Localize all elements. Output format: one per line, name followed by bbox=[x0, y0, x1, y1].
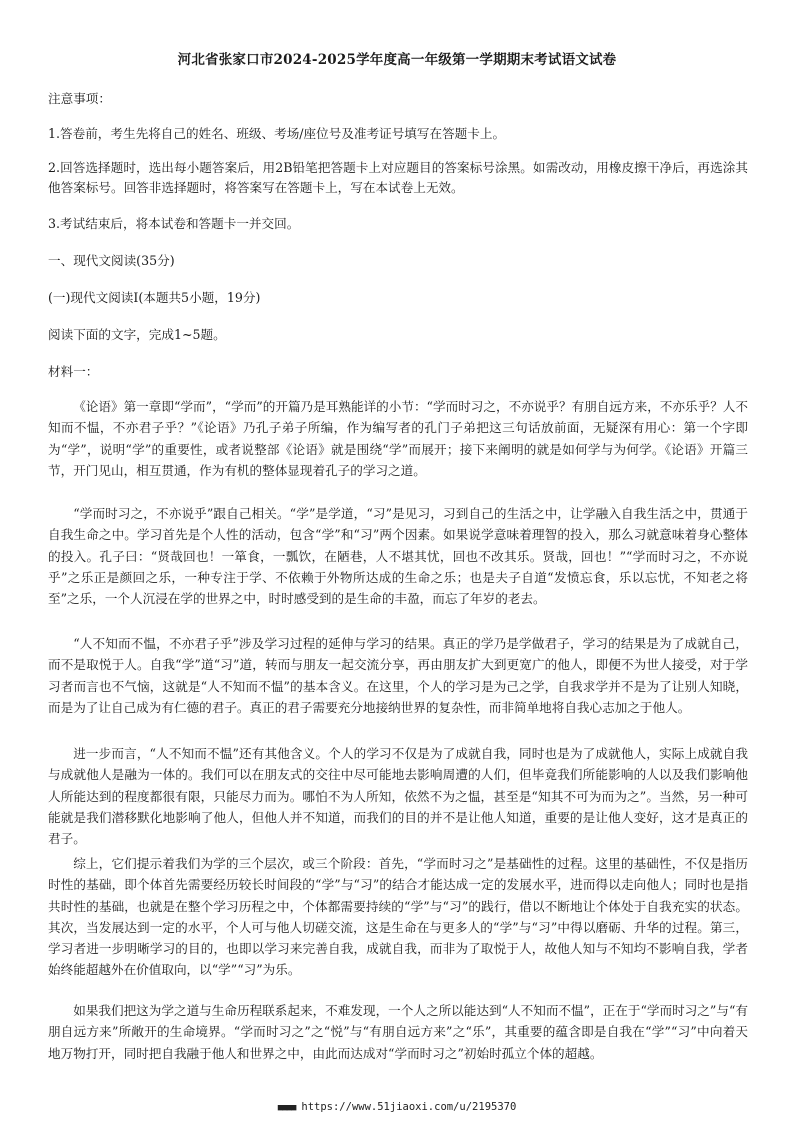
paragraph-6: 如果我们把这为学之道与生命历程联系起来，不难发现，一个人之所以能达到“人不知而不愠”，正在于“学而时习之”与“有朋自远方来”所敞开的生命境界。“学而时习之”之“悦”与“有朋自远方来”之“乐”，其重要的蕴含即是自我在“学”“习”中向着天地万物打开，同时把自我融于他人和世界之中，由此而达成对“学而时习之”初始时孤立个体的超越。 bbox=[48, 1003, 748, 1061]
footer-logo-mark: ■■■■ bbox=[277, 1103, 296, 1113]
footer-url[interactable]: https://www.51jiaoxi.com/u/2195370 bbox=[301, 1101, 517, 1113]
subsection-heading: (一)现代文阅读Ⅰ(本题共5小题，19分) bbox=[48, 290, 261, 305]
page-footer bbox=[0, 1101, 794, 1113]
paragraph-5: 综上，它们提示着我们为学的三个层次，或三个阶段：首先，“学而时习之”是基础性的过程。这里的基础性，不仅是指历时性的基础，即个体首先需要经历较长时间段的“学”与“习”的结合才能达成一定的发展水平，进而得以走向他人；同时也是指共时性的基础，也就是在整个学习历程之中，个体都需要持续的“学”与“习”的践行，借以不断地让个体处于自我充实的状态。其次，当发展达到一定的水平，个人可与他人切磋交流，这是生命在与更多人的“学”与“习”中得以磨砺、升华的过程。第三，学习者进一步明晰学习的目的，也即以学习来完善自我，成就自我，而非为了取悦于人，故他人知与不知均不影响自我，学者始终能超越外在价值取向，以“学”“习”为乐。 bbox=[48, 856, 748, 978]
notice-heading: 注意事项： bbox=[48, 91, 111, 106]
exam-title: 河北省张家口市2024-2025学年度高一年级第一学期期末考试语文试卷 bbox=[177, 52, 617, 68]
reading-instruction: 阅读下面的文字，完成1~5题。 bbox=[48, 327, 226, 342]
paragraph-3: “人不知而不愠，不亦君子乎”涉及学习过程的延伸与学习的结果。真正的学乃是学做君子，学习的结果是为了成就自己，而不是取悦于人。自我“学”道“习”道，转而与朋友一起交流分享，再由朋友扩大到更宽广的他人，即便不为世人接受，对于学习者而言也不气恼，这就是“人不知而不愠”的基本含义。在这里，个人的学习是为己之学，自我求学并不是为了让别人知晓，而是为了让自己成为有仁德的君子。真正的君子需要充分地接纳世界的复杂性，而非简单地将自我心志加之于他人。 bbox=[48, 636, 748, 715]
notice-item-3: 3.考试结束后，将本试卷和答题卡一并交回。 bbox=[48, 216, 300, 231]
paragraph-1: 《论语》第一章即“学而”，“学而”的开篇乃是耳熟能详的小节：“学而时习之，不亦说乎？有朋自远方来，不亦乐乎？人不知而不愠，不亦君子乎？”《论语》乃孔子弟子所编，作为编写者的孔门子弟把这三句话放前面，无疑深有用心：第一个字即为“学”，说明“学”的重要性，或者说整部《论语》就是围绕“学”而展开；接下来阐明的就是如何学与为何学。《论语》开篇三节，开门见山，相互贯通，作为有机的整体显现着孔子的学习之道。 bbox=[48, 399, 748, 478]
paragraph-4: 进一步而言，“人不知而不愠”还有其他含义。个人的学习不仅是为了成就自我，同时也是为了成就他人，实际上成就自我与成就他人是融为一体的。我们可以在朋友式的交往中尽可能地去影响周遭的人们，但毕竟我们所能影响的人以及我们影响他人所能达到的程度都很有限，只能尽力而为。哪怕不为人所知，依然不为之愠，甚至是“知其不可为而为之”。当然，另一种可能就是我们潜移默化地影响了他人，但他人并不知道，而我们的目的并不是让他人知道，重要的是让他人变好，这才是真正的君子。 bbox=[48, 746, 748, 847]
notice-item-1: 1.答卷前，考生先将自己的姓名、班级、考场/座位号及准考证号填写在答题卡上。 bbox=[48, 126, 506, 141]
notice-item-2: 2.回答选择题时，选出每小题答案后，用2B铅笔把答题卡上对应题目的答案标号涂黑。如需改动，用橡皮擦干净后，再选涂其他答案标号。回答非选择题时，将答案写在答题卡上，写在本试卷上无效。 bbox=[48, 160, 748, 195]
paragraph-2: “学而时习之，不亦说乎”跟自己相关。“学”是学道，“习”是见习，习到自己的生活之中，让学融入自我生活之中，贯通于自我生命之中。学习首先是个人性的活动，包含“学”和“习”两个因素。如果说学意味着理智的投入，那么习就意味着身心整体的投入。孔子曰：“贤哉回也！一箪食，一瓢饮，在陋巷，人不堪其忧，回也不改其乐。贤哉，回也！”“学而时习之，不亦说乎”之乐正是颜回之乐，一种专注于学、不依赖于外物所达成的生命之乐；也是夫子自道“发愤忘食，乐以忘忧，不知老之将至”之乐，一个人沉浸在学的世界之中，时时感受到的是生命的丰盈，而忘了年岁的老去。 bbox=[48, 506, 748, 607]
material-label: 材料一： bbox=[48, 364, 99, 379]
section-heading: 一、现代文阅读(35分) bbox=[48, 253, 175, 268]
